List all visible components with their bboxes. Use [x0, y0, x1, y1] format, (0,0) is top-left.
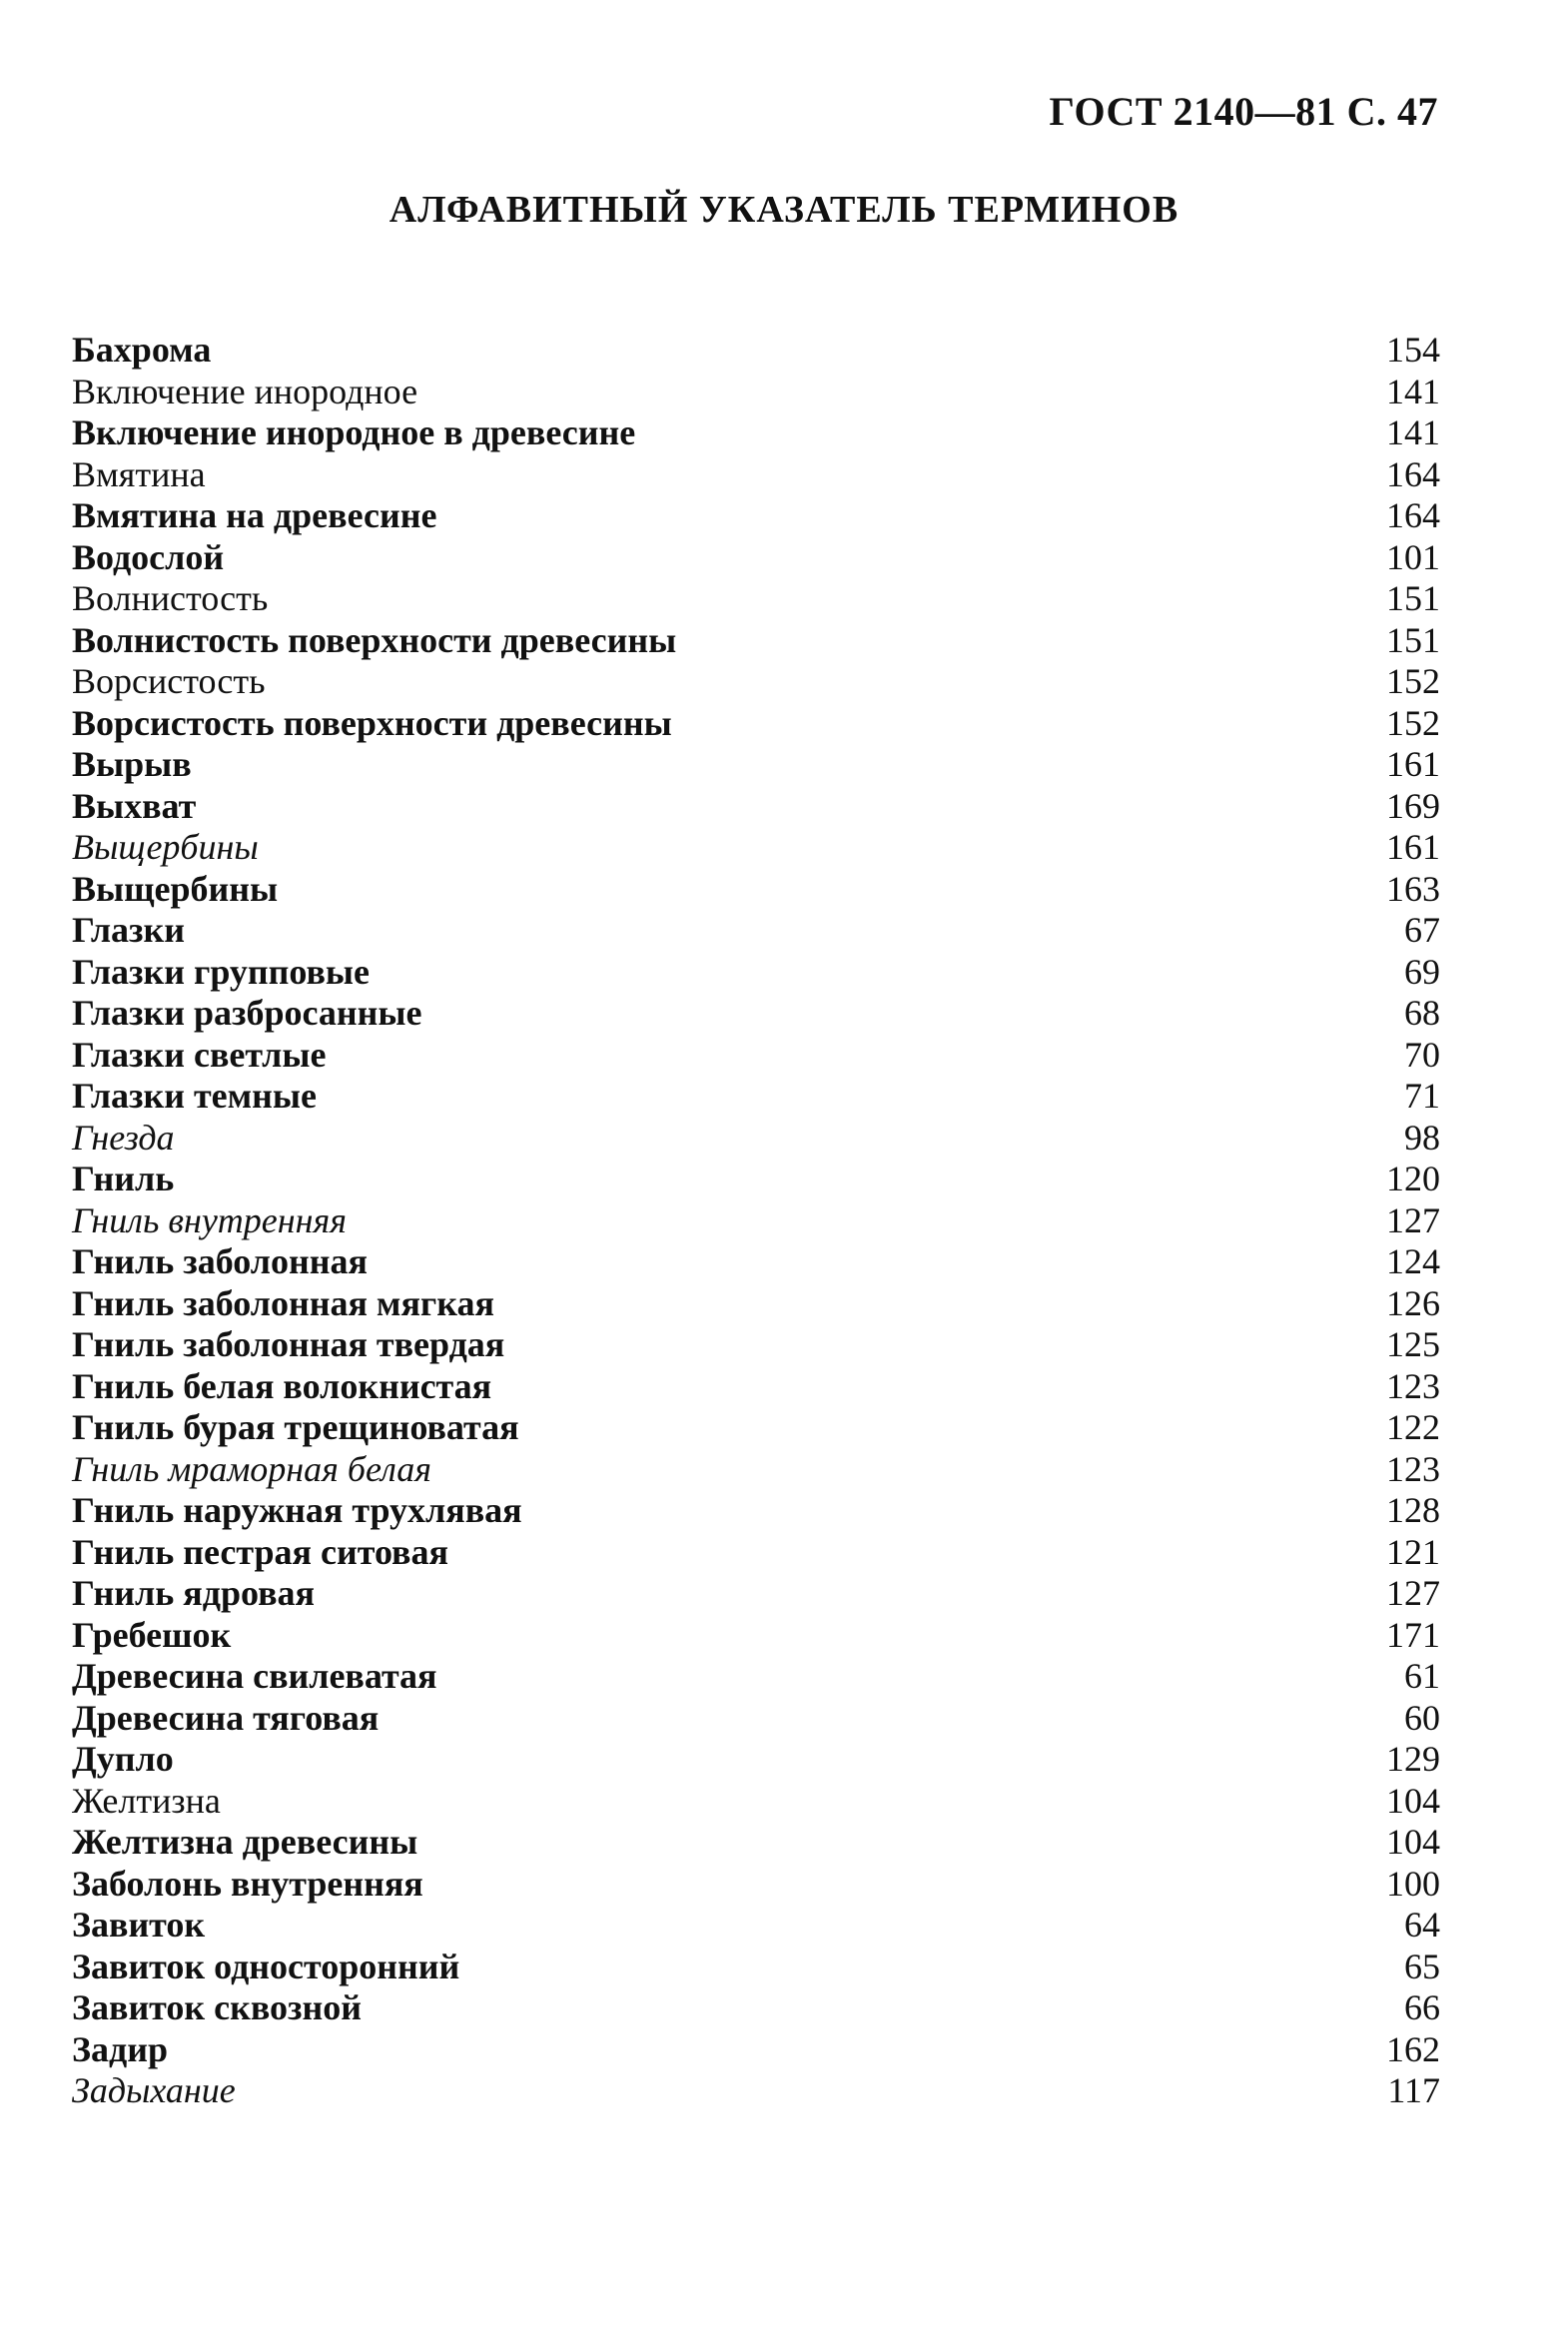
- index-term-reference-number: 104: [1386, 1780, 1440, 1821]
- index-term: Глазки разбросанные: [72, 993, 422, 1033]
- index-entry: [72, 1987, 1440, 2029]
- index-term-reference-number: 152: [1386, 702, 1440, 743]
- index-entry: [72, 372, 1440, 413]
- index-entry: [72, 1324, 1440, 1366]
- index-term: Выщербины: [72, 868, 279, 909]
- index-term-reference-number: 169: [1386, 785, 1440, 826]
- index-entry: [72, 1864, 1440, 1906]
- index-term: Завиток односторонний: [72, 1946, 460, 1986]
- page-running-head: ГОСТ 2140—81 С. 47: [1049, 89, 1438, 134]
- index-term: Волнистость: [72, 578, 269, 618]
- index-term: Ворсистость: [72, 661, 266, 701]
- index-entry: [72, 1200, 1440, 1242]
- index-term: Завиток сквозной: [72, 1987, 363, 2027]
- index-entry: [72, 1283, 1440, 1325]
- index-term: Гниль мраморная белая: [72, 1448, 431, 1489]
- index-term-reference-number: 98: [1404, 1117, 1440, 1158]
- index-term-reference-number: 64: [1404, 1905, 1440, 1945]
- index-term-reference-number: 162: [1386, 2028, 1440, 2069]
- index-term: Гребешок: [72, 1614, 232, 1655]
- index-term: Древесина тяговая: [72, 1697, 380, 1738]
- index-entry: [72, 1656, 1440, 1698]
- index-entry: [72, 1573, 1440, 1615]
- terms-index-list: [72, 330, 1440, 2112]
- index-term: Волнистость поверхности древесины: [72, 619, 677, 660]
- index-term: Выщербины: [72, 827, 259, 867]
- index-term: Гниль наружная трухлявая: [72, 1490, 522, 1530]
- index-term: Гниль заболонная: [72, 1241, 368, 1281]
- index-entry: [72, 1532, 1440, 1574]
- index-title: АЛФАВИТНЫЙ УКАЗАТЕЛЬ ТЕРМИНОВ: [389, 189, 1179, 231]
- index-term-reference-number: 164: [1386, 453, 1440, 494]
- index-term-reference-number: 71: [1404, 1076, 1440, 1116]
- index-term: Желтизна: [72, 1780, 221, 1821]
- index-entry: [72, 1822, 1440, 1864]
- index-entry: [72, 910, 1440, 952]
- index-term-reference-number: 66: [1404, 1987, 1440, 2027]
- index-term: Задир: [72, 2028, 168, 2069]
- index-term-reference-number: 117: [1387, 2070, 1440, 2110]
- index-term: Глазки: [72, 910, 185, 950]
- index-term-reference-number: 61: [1404, 1656, 1440, 1696]
- index-term-reference-number: 70: [1404, 1034, 1440, 1075]
- index-entry: [72, 661, 1440, 703]
- index-term-reference-number: 100: [1386, 1863, 1440, 1904]
- index-term: Вмятина на древесине: [72, 495, 437, 535]
- index-entry: [72, 495, 1440, 537]
- index-entry: [72, 993, 1440, 1035]
- index-term: Гниль заболонная мягкая: [72, 1282, 494, 1323]
- index-term-reference-number: 126: [1386, 1282, 1440, 1323]
- index-term-reference-number: 151: [1386, 578, 1440, 618]
- index-term-reference-number: 171: [1386, 1614, 1440, 1655]
- index-term-reference-number: 127: [1386, 1199, 1440, 1240]
- index-entry: [72, 2029, 1440, 2071]
- index-term-reference-number: 163: [1386, 868, 1440, 909]
- index-term-reference-number: 104: [1386, 1822, 1440, 1862]
- index-term: Дупло: [72, 1739, 174, 1779]
- index-term: Глазки темные: [72, 1076, 318, 1116]
- index-term: Гниль: [72, 1159, 175, 1198]
- index-term-reference-number: 154: [1386, 330, 1440, 370]
- index-term: Включение инородное в древесине: [72, 412, 636, 452]
- index-term: Заболонь внутренняя: [72, 1863, 423, 1904]
- index-term-reference-number: 60: [1404, 1697, 1440, 1738]
- index-term: Водослой: [72, 536, 225, 577]
- index-term: Гниль заболонная твердая: [72, 1324, 505, 1364]
- index-entry: [72, 412, 1440, 454]
- index-term: Ворсистость поверхности древесины: [72, 702, 672, 743]
- index-term-reference-number: 65: [1404, 1946, 1440, 1986]
- index-term-reference-number: 101: [1386, 536, 1440, 577]
- index-term: Задыхание: [72, 2070, 236, 2110]
- index-term: Вырыв: [72, 744, 192, 784]
- index-term-reference-number: 68: [1404, 993, 1440, 1033]
- index-term: Желтизна древесины: [72, 1822, 418, 1862]
- index-entry: [72, 1241, 1440, 1283]
- index-entry: [72, 1159, 1440, 1200]
- index-entry: [72, 1490, 1440, 1532]
- index-entry: [72, 952, 1440, 994]
- index-term: Гниль белая волокнистая: [72, 1365, 492, 1406]
- index-term-reference-number: 125: [1386, 1324, 1440, 1364]
- index-term: Глазки светлые: [72, 1034, 327, 1075]
- index-term-reference-number: 123: [1386, 1448, 1440, 1489]
- index-term: Гниль ядровая: [72, 1573, 315, 1613]
- index-term-reference-number: 123: [1386, 1365, 1440, 1406]
- index-term-reference-number: 124: [1386, 1241, 1440, 1281]
- index-term-reference-number: 152: [1386, 661, 1440, 701]
- index-term: Включение инородное: [72, 371, 418, 411]
- index-term: Гниль внутренняя: [72, 1199, 347, 1240]
- index-term: Глазки групповые: [72, 951, 371, 992]
- index-term-reference-number: 67: [1404, 910, 1440, 950]
- index-entry: [72, 330, 1440, 372]
- index-entry: [72, 744, 1440, 786]
- index-entry: [72, 1615, 1440, 1657]
- index-entry: [72, 1118, 1440, 1160]
- index-term: Выхват: [72, 785, 197, 826]
- index-entry: [72, 869, 1440, 911]
- index-term-reference-number: 164: [1386, 495, 1440, 535]
- index-term: Бахрома: [72, 330, 212, 370]
- index-entry: [72, 827, 1440, 869]
- index-entry: [72, 1366, 1440, 1408]
- index-term: Гниль пестрая ситовая: [72, 1531, 448, 1572]
- index-entry: [72, 703, 1440, 745]
- index-term-reference-number: 141: [1386, 371, 1440, 411]
- index-entry: [72, 2070, 1440, 2112]
- index-term: Древесина свилеватая: [72, 1656, 437, 1696]
- index-entry: [72, 1698, 1440, 1740]
- index-entry: [72, 1076, 1440, 1118]
- index-entry: [72, 454, 1440, 496]
- index-term-reference-number: 129: [1386, 1739, 1440, 1779]
- index-entry: [72, 1781, 1440, 1823]
- index-term-reference-number: 128: [1386, 1490, 1440, 1530]
- index-entry: [72, 620, 1440, 662]
- index-term-reference-number: 151: [1386, 619, 1440, 660]
- index-term-reference-number: 121: [1386, 1531, 1440, 1572]
- index-term: Гнезда: [72, 1117, 175, 1158]
- index-term: Вмятина: [72, 453, 206, 494]
- index-entry: [72, 1739, 1440, 1781]
- index-term: Гниль бурая трещиноватая: [72, 1407, 519, 1447]
- index-entry: [72, 1449, 1440, 1491]
- index-term-reference-number: 120: [1386, 1159, 1440, 1198]
- index-entry: [72, 537, 1440, 579]
- index-term: Завиток: [72, 1905, 206, 1945]
- index-term-reference-number: 69: [1404, 951, 1440, 992]
- index-entry: [72, 786, 1440, 828]
- index-term-reference-number: 161: [1386, 827, 1440, 867]
- index-entry: [72, 578, 1440, 620]
- index-term-reference-number: 141: [1386, 412, 1440, 452]
- index-term-reference-number: 127: [1386, 1573, 1440, 1613]
- index-entry: [72, 1407, 1440, 1449]
- index-term-reference-number: 161: [1386, 744, 1440, 784]
- index-entry: [72, 1035, 1440, 1077]
- index-entry: [72, 1905, 1440, 1947]
- index-term-reference-number: 122: [1386, 1407, 1440, 1447]
- index-entry: [72, 1947, 1440, 1988]
